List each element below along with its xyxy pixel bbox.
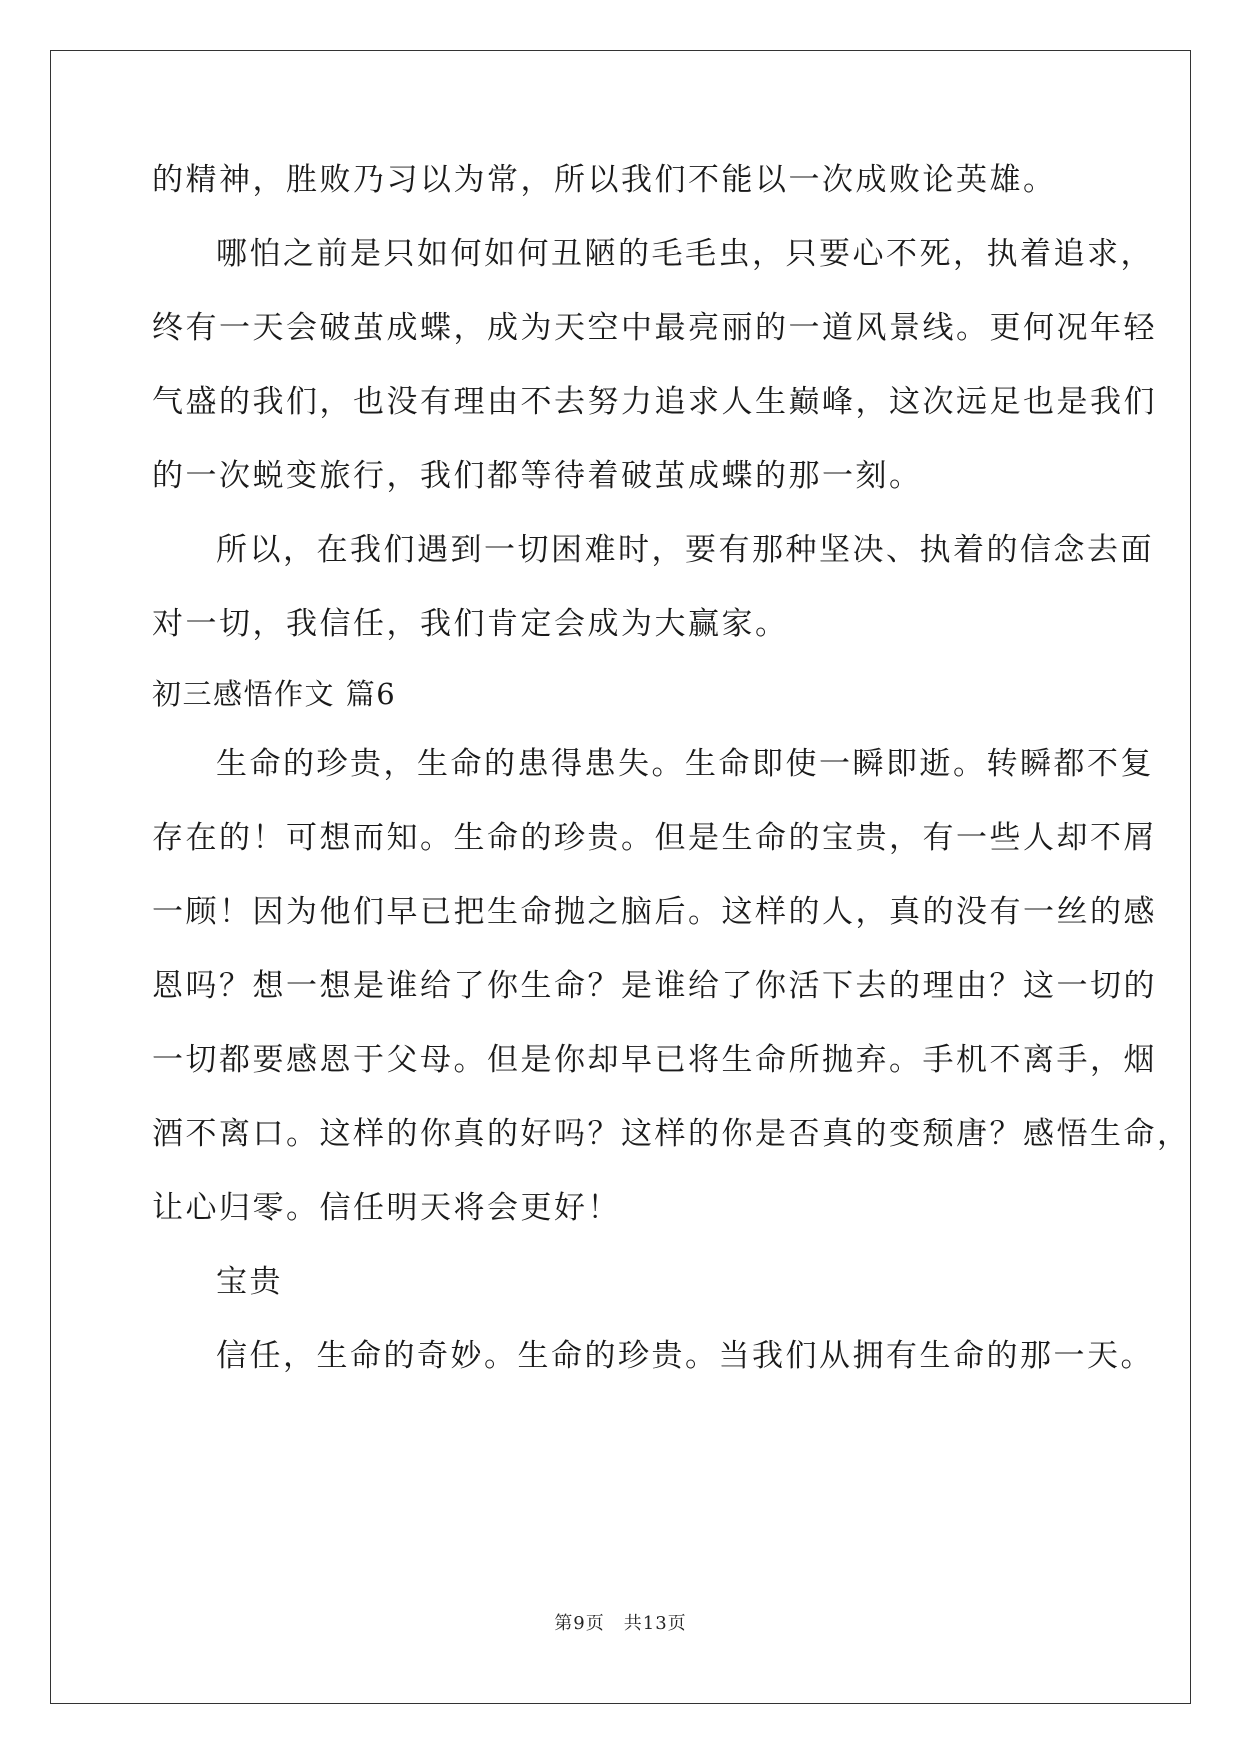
- body-line: 存在的！可想而知。生命的珍贵。但是生命的宝贵，有一些人却不屑: [152, 820, 1157, 856]
- paragraph-start-line: 信任，生命的奇妙。生命的珍贵。当我们从拥有生命的那一天。: [216, 1338, 1154, 1374]
- paragraph-start-line: 所以，在我们遇到一切困难时，要有那种坚决、执着的信念去面: [216, 532, 1154, 568]
- body-line: 的一次蜕变旅行，我们都等待着破茧成蝶的那一刻。: [152, 458, 923, 494]
- body-line: 一切都要感恩于父母。但是你却早已将生命所抛弃。手机不离手，烟: [152, 1042, 1157, 1078]
- paragraph-start-line: 哪怕之前是只如何如何丑陋的毛毛虫，只要心不死，执着追求，: [216, 236, 1154, 272]
- paragraph-start-line: 生命的珍贵，生命的患得患失。生命即使一瞬即逝。转瞬都不复: [216, 746, 1154, 782]
- body-line: 的精神，胜败乃习以为常，所以我们不能以一次成败论英雄。: [152, 162, 1057, 198]
- body-line: 终有一天会破茧成蝶，成为天空中最亮丽的一道风景线。更何况年轻: [152, 310, 1157, 346]
- page-number-footer: 第9页 共13页: [554, 1613, 687, 1634]
- section-heading: 初三感悟作文 篇6: [152, 677, 397, 711]
- paragraph-start-line: 宝贵: [216, 1264, 283, 1300]
- body-line: 酒不离口。这样的你真的好吗？这样的你是否真的变颓唐？感悟生命，: [152, 1116, 1191, 1152]
- body-line: 恩吗？想一想是谁给了你生命？是谁给了你活下去的理由？这一切的: [152, 968, 1157, 1004]
- body-line: 对一切，我信任，我们肯定会成为大赢家。: [152, 606, 789, 642]
- body-line: 气盛的我们，也没有理由不去努力追求人生巅峰，这次远足也是我们: [152, 384, 1157, 420]
- body-line: 让心归零。信任明天将会更好！: [152, 1190, 621, 1226]
- body-line: 一顾！因为他们早已把生命抛之脑后。这样的人，真的没有一丝的感: [152, 894, 1157, 930]
- page-border: [50, 50, 1191, 1704]
